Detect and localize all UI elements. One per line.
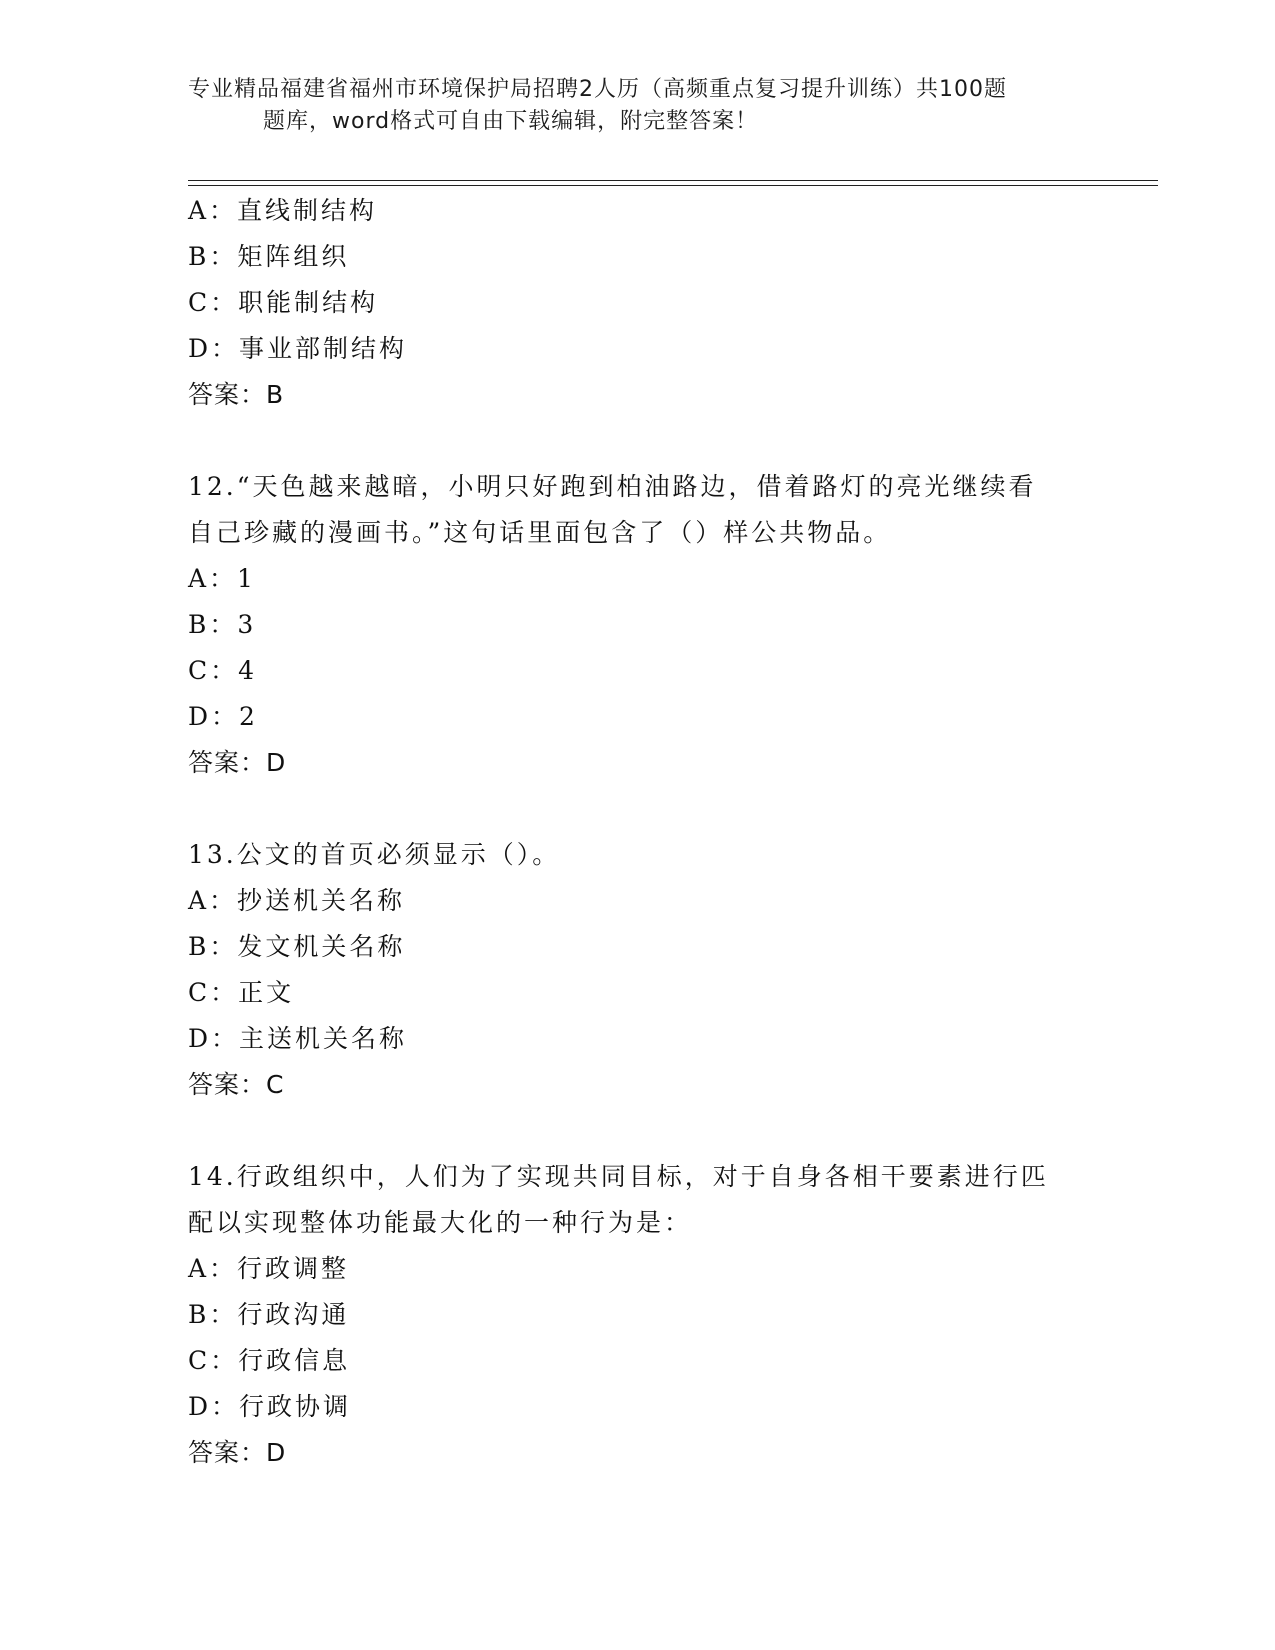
option-a: A：行政调整 <box>188 1254 350 1283</box>
question-stem-line-2: 配以实现整体功能最大化的一种行为是： <box>188 1208 693 1237</box>
option-d: D：主送机关名称 <box>188 1024 408 1053</box>
question-11 <box>188 188 1088 418</box>
header-divider-bottom <box>188 185 1158 186</box>
answer-line: 答案：D <box>188 1438 287 1467</box>
option-b: B：发文机关名称 <box>188 932 406 961</box>
header-line-1: 专业精品福建省福州市环境保护局招聘2人历（高频重点复习提升训练）共100题 <box>188 77 1007 102</box>
option-b: B：矩阵组织 <box>188 242 350 271</box>
question-13 <box>188 832 1088 1108</box>
option-a: A：1 <box>188 564 256 593</box>
option-b: B：3 <box>188 610 257 639</box>
header-line-2: 题库，word格式可自由下载编辑，附完整答案！ <box>263 109 759 134</box>
option-c: C：正文 <box>188 978 295 1007</box>
question-14 <box>188 1154 1088 1476</box>
question-stem-line-1: 13.公文的首页必须显示（）。 <box>188 840 561 869</box>
option-b: B：行政沟通 <box>188 1300 350 1329</box>
option-a: A：直线制结构 <box>188 196 378 225</box>
answer-line: 答案：C <box>188 1070 285 1099</box>
question-stem-line-1: 14.行政组织中，人们为了实现共同目标，对于自身各相干要素进行匹 <box>188 1162 1049 1191</box>
option-c: C：行政信息 <box>188 1346 351 1375</box>
option-d: D：2 <box>188 702 258 731</box>
answer-line: 答案：D <box>188 748 287 777</box>
option-d: D：事业部制结构 <box>188 334 408 363</box>
document-header <box>188 74 1088 138</box>
question-list <box>188 188 1088 1476</box>
option-a: A：抄送机关名称 <box>188 886 406 915</box>
question-stem-line-2: 自己珍藏的漫画书。”这句话里面包含了（）样公共物品。 <box>188 518 892 547</box>
question-12 <box>188 464 1088 786</box>
answer-line: 答案：B <box>188 380 285 409</box>
header-divider-top <box>188 180 1158 181</box>
option-c: C：职能制结构 <box>188 288 379 317</box>
option-c: C：4 <box>188 656 258 685</box>
option-d: D：行政协调 <box>188 1392 352 1421</box>
question-stem-line-1: 12.“天色越来越暗，小明只好跑到柏油路边，借着路灯的亮光继续看 <box>188 472 1037 501</box>
